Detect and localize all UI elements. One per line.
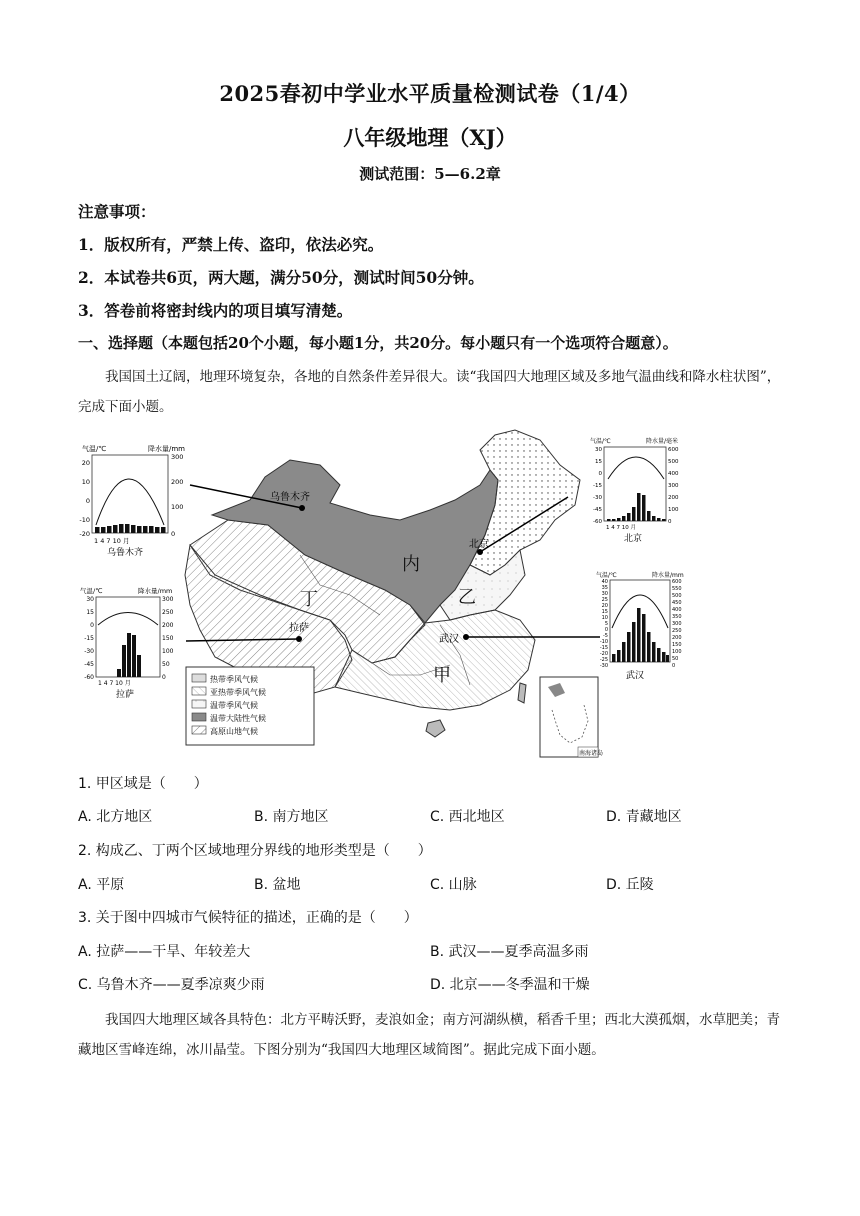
svg-text:200: 200: [668, 495, 679, 501]
svg-text:400: 400: [672, 607, 682, 613]
svg-text:400: 400: [668, 471, 679, 477]
question-stem: 3. 关于图中四城市气候特征的描述，正确的是（ ）: [78, 910, 418, 926]
svg-text:300: 300: [171, 453, 184, 461]
option: B. 武汉——夏季高温多雨: [430, 944, 589, 960]
svg-text:气温/℃: 气温/℃: [80, 587, 103, 595]
option: D. 北京——冬季温和干燥: [430, 977, 590, 993]
svg-text:25: 25: [601, 597, 608, 603]
svg-text:-15: -15: [599, 645, 608, 651]
svg-text:-10: -10: [599, 639, 608, 645]
svg-text:0: 0: [171, 530, 176, 538]
svg-text:降水量/mm: 降水量/mm: [652, 572, 684, 579]
notice-item: 1．版权所有，严禁上传、盗印，依法必究。: [78, 235, 384, 254]
svg-text:气温/℃: 气温/℃: [82, 445, 107, 453]
svg-text:1 4 7 10 月: 1 4 7 10 月: [606, 525, 636, 531]
svg-text:5: 5: [604, 621, 608, 627]
city-label: 北京: [469, 539, 489, 550]
question-stem: 2. 构成乙、丁两个区域地理分界线的地形类型是（ ）: [78, 843, 432, 859]
legend-label: 热带季风气候: [210, 675, 258, 684]
svg-text:600: 600: [672, 579, 682, 585]
svg-text:500: 500: [672, 593, 682, 599]
climate-chart-urumqi: [79, 444, 185, 558]
svg-text:150: 150: [162, 635, 174, 642]
option: D. 青藏地区: [606, 809, 682, 825]
option: B. 盆地: [254, 877, 301, 893]
taiwan-island: [518, 683, 526, 703]
svg-text:0: 0: [162, 674, 166, 681]
svg-text:30: 30: [86, 596, 94, 603]
question-stem: 1. 甲区域是（ ）: [78, 776, 208, 792]
svg-text:降水量/mm: 降水量/mm: [138, 587, 173, 595]
svg-text:-30: -30: [599, 663, 608, 669]
svg-text:10: 10: [601, 615, 608, 621]
svg-text:500: 500: [668, 459, 679, 465]
svg-text:0: 0: [672, 663, 676, 669]
hainan-island: [426, 720, 445, 737]
legend-label: 温带大陆性气候: [210, 714, 266, 723]
option: B. 南方地区: [254, 809, 329, 825]
svg-text:-60: -60: [84, 674, 94, 681]
svg-text:50: 50: [162, 661, 170, 668]
svg-text:-60: -60: [593, 519, 602, 525]
svg-text:300: 300: [672, 621, 682, 627]
svg-text:150: 150: [672, 642, 682, 648]
svg-text:-25: -25: [599, 657, 608, 663]
svg-text:200: 200: [162, 622, 174, 629]
city-label: 乌鲁木齐: [270, 492, 310, 503]
svg-text:0: 0: [598, 471, 602, 477]
svg-text:1 4 7 10 月: 1 4 7 10 月: [98, 680, 131, 687]
notice-item: 3．答卷前将密封线内的项目填写清楚。: [78, 301, 353, 320]
test-scope: 测试范围：5—6.2章: [359, 165, 501, 183]
option: C. 山脉: [430, 877, 477, 893]
svg-text:200: 200: [171, 478, 184, 486]
region-label: 甲: [433, 665, 451, 686]
svg-text:降水量/毫米: 降水量/毫米: [646, 438, 679, 445]
svg-text:250: 250: [672, 628, 682, 634]
svg-text:35: 35: [601, 585, 608, 591]
option: A. 平原: [78, 877, 125, 893]
svg-text:250: 250: [162, 609, 174, 616]
svg-text:20: 20: [81, 459, 90, 467]
svg-text:0: 0: [604, 627, 608, 633]
svg-text:武汉: 武汉: [626, 671, 645, 681]
svg-text:50: 50: [672, 656, 679, 662]
svg-text:550: 550: [672, 586, 682, 592]
svg-text:-10: -10: [79, 516, 90, 524]
svg-text:100: 100: [171, 503, 184, 511]
legend-label: 亚热带季风气候: [210, 688, 266, 697]
region-label: 丁: [300, 589, 318, 610]
svg-text:-5: -5: [603, 633, 608, 639]
svg-text:-20: -20: [599, 651, 608, 657]
svg-text:北京: 北京: [624, 534, 643, 544]
svg-text:-20: -20: [79, 530, 90, 538]
svg-text:气温/℃: 气温/℃: [590, 438, 611, 445]
svg-text:降水量/mm: 降水量/mm: [148, 445, 185, 453]
svg-text:200: 200: [672, 635, 682, 641]
svg-text:300: 300: [668, 483, 679, 489]
option: C. 乌鲁木齐——夏季凉爽少雨: [78, 977, 265, 993]
svg-text:600: 600: [668, 447, 679, 453]
svg-text:-30: -30: [593, 495, 602, 501]
city-label: 拉萨: [289, 623, 309, 634]
map-legend: [186, 667, 314, 745]
svg-text:100: 100: [162, 648, 174, 655]
svg-text:气温/℃: 气温/℃: [596, 572, 617, 579]
passage-paragraph: 我国四大地理区域各具特色：北方平畴沃野，麦浪如金；南方河湖纵横，稻香千里；西北大漠孤烟，水草肥美；青藏地区雪峰连绵，冰川晶莹。下图分别为“我国四大地理区域简图”。据此完成下面小题。: [78, 1012, 780, 1058]
svg-text:350: 350: [672, 614, 682, 620]
region-label: 内: [402, 554, 420, 575]
svg-text:300: 300: [162, 596, 174, 603]
notice-item: 2．本试卷共6页，两大题，满分50分，测试时间50分钟。: [78, 268, 484, 287]
svg-text:450: 450: [672, 600, 682, 606]
svg-text:100: 100: [668, 507, 679, 513]
page-title: 2025春初中学业水平质量检测试卷（1/4）: [219, 81, 641, 106]
option: D. 丘陵: [606, 877, 654, 893]
region-label: 乙: [458, 587, 476, 608]
option: A. 北方地区: [78, 809, 153, 825]
svg-text:0: 0: [668, 519, 672, 525]
svg-text:南海诸岛: 南海诸岛: [579, 750, 604, 757]
svg-text:10: 10: [81, 478, 90, 486]
notice-heading: 注意事项：: [78, 202, 156, 221]
china-climate-map-figure: [0, 425, 860, 765]
south-china-sea-inset: [540, 677, 603, 757]
svg-text:1 4 7 10 月: 1 4 7 10 月: [94, 537, 130, 545]
city-label: 武汉: [439, 634, 459, 645]
svg-text:-15: -15: [593, 483, 602, 489]
legend-label: 温带季风气候: [210, 701, 258, 710]
option: A. 拉萨——干旱、年较差大: [78, 944, 251, 960]
svg-text:30: 30: [595, 447, 602, 453]
option: C. 西北地区: [430, 809, 505, 825]
svg-text:0: 0: [90, 622, 94, 629]
svg-text:拉萨: 拉萨: [116, 690, 135, 700]
intro-paragraph: 我国国土辽阔，地理环境复杂，各地的自然条件差异很大。读“我国四大地理区域及多地气温曲线和降水柱状图”，完成下面小题。: [78, 369, 781, 415]
svg-text:-30: -30: [84, 648, 94, 655]
svg-text:40: 40: [601, 579, 608, 585]
section-heading: 一、选择题（本题包括20个小题，每小题1分，共20分。每小题只有一个选项符合题意）。: [78, 334, 678, 352]
climate-chart-wuhan: [596, 571, 684, 681]
svg-text:乌鲁木齐: 乌鲁木齐: [107, 548, 144, 558]
svg-text:0: 0: [85, 497, 90, 505]
svg-text:15: 15: [601, 609, 608, 615]
climate-chart-lhasa: [80, 586, 174, 700]
svg-text:-45: -45: [84, 661, 94, 668]
svg-text:-15: -15: [84, 635, 94, 642]
svg-text:100: 100: [672, 649, 682, 655]
svg-text:15: 15: [86, 609, 94, 616]
svg-text:-45: -45: [593, 507, 602, 513]
svg-text:15: 15: [595, 459, 602, 465]
svg-text:20: 20: [601, 603, 608, 609]
svg-text:30: 30: [601, 591, 608, 597]
climate-chart-beijing: [590, 437, 679, 544]
legend-label: 高原山地气候: [210, 727, 258, 736]
subject-title: 八年级地理（XJ）: [343, 125, 517, 150]
